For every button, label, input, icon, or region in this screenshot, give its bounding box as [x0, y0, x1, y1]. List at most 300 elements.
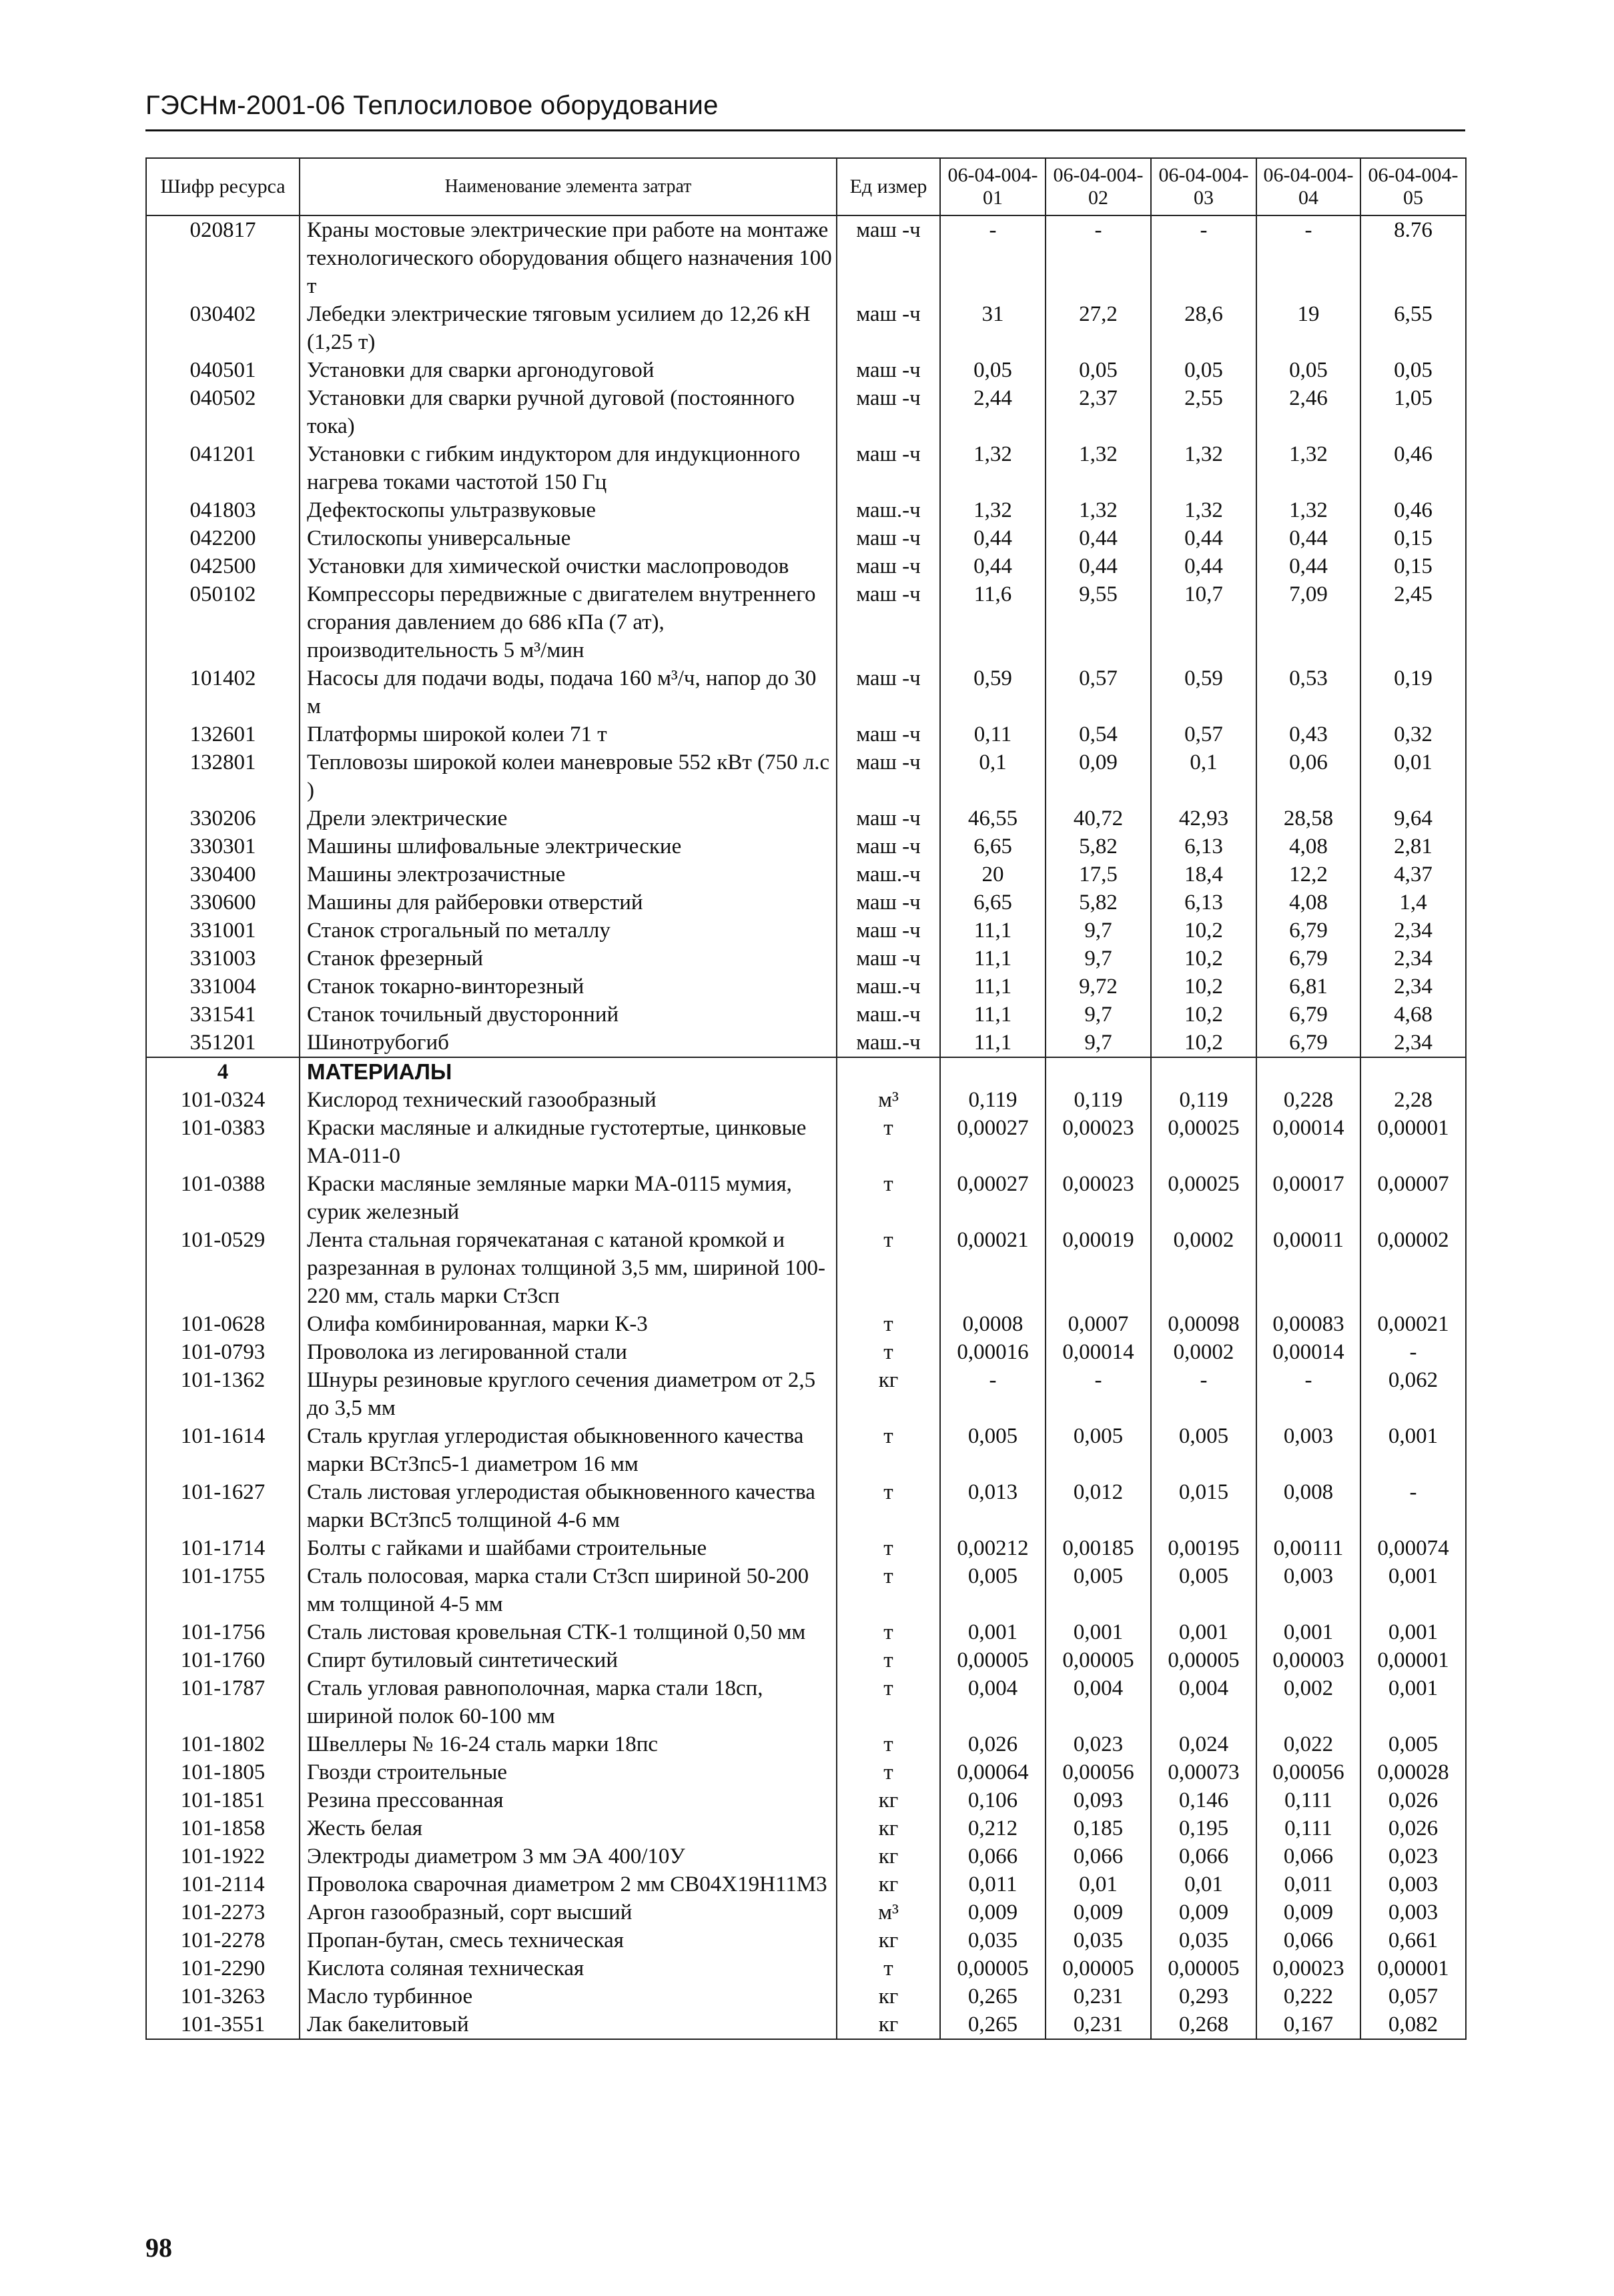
unit-cell: маш -ч: [837, 580, 940, 664]
norm-value-cell-5: 6,55: [1360, 300, 1466, 356]
norm-value-cell-1: 46,55: [940, 804, 1046, 832]
unit-cell: т: [837, 1954, 940, 1982]
norm-value-cell-3: 0,0002: [1151, 1338, 1256, 1366]
table-row: [146, 1842, 1466, 1870]
resource-name-cell: Электроды диаметром 3 мм ЭА 400/10У: [300, 1842, 837, 1870]
norm-value-cell-5: 0,026: [1360, 1814, 1466, 1842]
resource-name-cell: Шнуры резиновые круглого сечения диаметром от 2,5 до 3,5 мм: [300, 1366, 837, 1422]
table-row: [146, 1422, 1466, 1478]
resource-code-cell: 101-0793: [146, 1338, 300, 1366]
norm-value-cell-3: [1151, 1057, 1256, 1086]
norm-value-cell-3: 0,00195: [1151, 1534, 1256, 1562]
norm-value-cell-5: 2,45: [1360, 580, 1466, 664]
norm-value-cell-5: 0,00002: [1360, 1226, 1466, 1310]
resource-code-cell: 042200: [146, 524, 300, 552]
table-row: [146, 215, 1466, 300]
resource-name-cell: Машины для райберовки отверстий: [300, 889, 837, 917]
norm-value-cell-4: 6,79: [1256, 945, 1360, 973]
norm-value-cell-3: 6,13: [1151, 889, 1256, 917]
norm-value-cell-2: 1,32: [1046, 496, 1151, 524]
norm-value-cell-3: 0,00025: [1151, 1114, 1256, 1170]
norm-value-cell-2: 0,0007: [1046, 1310, 1151, 1338]
norm-value-cell-3: 1,32: [1151, 496, 1256, 524]
norm-value-cell-3: 0,005: [1151, 1422, 1256, 1478]
table-row: [146, 300, 1466, 356]
norm-value-cell-3: 10,2: [1151, 917, 1256, 945]
unit-cell: т: [837, 1534, 940, 1562]
resource-code-cell: 040501: [146, 356, 300, 384]
norm-value-cell-2: 9,72: [1046, 973, 1151, 1001]
norm-value-cell-4: 0,43: [1256, 720, 1360, 748]
table-row: [146, 1114, 1466, 1170]
norm-value-cell-1: 6,65: [940, 889, 1046, 917]
unit-cell: т: [837, 1310, 940, 1338]
norm-value-cell-3: 0,01: [1151, 1870, 1256, 1898]
norm-value-cell-5: [1360, 1057, 1466, 1086]
resource-code-cell: 101-0529: [146, 1226, 300, 1310]
norm-value-cell-1: 0,009: [940, 1898, 1046, 1926]
unit-cell: маш -ч: [837, 748, 940, 804]
resource-code-cell: 351201: [146, 1029, 300, 1057]
norm-value-cell-1: 2,44: [940, 384, 1046, 440]
norm-value-cell-4: 0,222: [1256, 1982, 1360, 2011]
norm-value-cell-3: 10,2: [1151, 1029, 1256, 1057]
norm-value-cell-2: 0,00185: [1046, 1534, 1151, 1562]
resource-code-cell: 101-0388: [146, 1170, 300, 1226]
norm-value-cell-4: 0,00023: [1256, 1954, 1360, 1982]
table-row: [146, 917, 1466, 945]
norm-value-cell-2: 9,55: [1046, 580, 1151, 664]
resource-name-cell: Проволока из легированной стали: [300, 1338, 837, 1366]
unit-cell: маш -ч: [837, 384, 940, 440]
unit-cell: т: [837, 1338, 940, 1366]
table-row: [146, 2011, 1466, 2039]
table-row: [146, 1562, 1466, 1618]
page-header-title: ГЭСНм-2001-06 Теплосиловое оборудование: [145, 91, 719, 120]
norm-value-cell-1: 0,005: [940, 1562, 1046, 1618]
norm-value-cell-5: 0,19: [1360, 664, 1466, 720]
norm-value-cell-1: 0,035: [940, 1926, 1046, 1954]
resource-name-cell: Насосы для подачи воды, подача 160 м³/ч, напор до 30 м: [300, 664, 837, 720]
norm-value-cell-4: 1,32: [1256, 496, 1360, 524]
norm-value-cell-3: 0,44: [1151, 524, 1256, 552]
table-row: [146, 1954, 1466, 1982]
table-row: [146, 945, 1466, 973]
norm-value-cell-4: 0,05: [1256, 356, 1360, 384]
table-row: [146, 748, 1466, 804]
norm-value-cell-4: 1,32: [1256, 440, 1360, 496]
norm-value-cell-4: 7,09: [1256, 580, 1360, 664]
resource-name-cell: Кислород технический газообразный: [300, 1086, 837, 1114]
norm-value-cell-3: 0,195: [1151, 1814, 1256, 1842]
norm-value-cell-4: -: [1256, 1366, 1360, 1422]
norm-value-cell-3: 0,268: [1151, 2011, 1256, 2039]
norm-value-cell-5: 0,01: [1360, 748, 1466, 804]
norm-value-cell-4: 0,00003: [1256, 1646, 1360, 1674]
resource-code-cell: 101-3551: [146, 2011, 300, 2039]
norm-value-cell-4: 0,00111: [1256, 1534, 1360, 1562]
norm-value-cell-4: 19: [1256, 300, 1360, 356]
norm-value-cell-1: 0,106: [940, 1786, 1046, 1814]
norm-value-cell-3: 0,00005: [1151, 1646, 1256, 1674]
norm-value-cell-2: 0,44: [1046, 524, 1151, 552]
table-row: [146, 1898, 1466, 1926]
column-header-norm-1: 06-04-004-01: [940, 158, 1046, 215]
resource-name-cell: Стилоскопы универсальные: [300, 524, 837, 552]
table-row: [146, 832, 1466, 860]
norm-value-cell-4: 0,00014: [1256, 1114, 1360, 1170]
norm-value-cell-3: 0,1: [1151, 748, 1256, 804]
norm-value-cell-1: 0,00212: [940, 1534, 1046, 1562]
resource-code-cell: 101-1627: [146, 1478, 300, 1534]
norm-value-cell-3: 0,035: [1151, 1926, 1256, 1954]
resource-code-cell: 331001: [146, 917, 300, 945]
norm-value-cell-2: 5,82: [1046, 832, 1151, 860]
resource-name-cell: Резина прессованная: [300, 1786, 837, 1814]
resource-name-cell: Станок строгальный по металлу: [300, 917, 837, 945]
resource-code-cell: 101-1858: [146, 1814, 300, 1842]
norm-value-cell-4: 0,53: [1256, 664, 1360, 720]
norm-value-cell-4: 6,81: [1256, 973, 1360, 1001]
norm-value-cell-4: 0,003: [1256, 1422, 1360, 1478]
norm-value-cell-1: 6,65: [940, 832, 1046, 860]
norm-value-cell-1: 11,1: [940, 1001, 1046, 1029]
norm-value-cell-1: 1,32: [940, 440, 1046, 496]
unit-cell: маш -ч: [837, 917, 940, 945]
table-row: [146, 496, 1466, 524]
unit-cell: маш -ч: [837, 832, 940, 860]
resource-code-cell: 331003: [146, 945, 300, 973]
resource-name-cell: Краны мостовые электрические при работе на монтаже технологического оборудования общего назначения 100 т: [300, 215, 837, 300]
norm-value-cell-5: 0,003: [1360, 1898, 1466, 1926]
column-header-norm-5: 06-04-004-05: [1360, 158, 1466, 215]
norm-value-cell-3: 10,2: [1151, 945, 1256, 973]
resource-code-cell: 101-1614: [146, 1422, 300, 1478]
unit-cell: [837, 1057, 940, 1086]
resource-name-cell: Болты с гайками и шайбами строительные: [300, 1534, 837, 1562]
norm-value-cell-4: 0,009: [1256, 1898, 1360, 1926]
norm-value-cell-5: 1,05: [1360, 384, 1466, 440]
norm-value-cell-5: 0,46: [1360, 496, 1466, 524]
norm-value-cell-5: 0,062: [1360, 1366, 1466, 1422]
norm-value-cell-4: 0,167: [1256, 2011, 1360, 2039]
resource-code-cell: 101-1922: [146, 1842, 300, 1870]
table-row: [146, 1730, 1466, 1758]
norm-value-cell-2: 0,09: [1046, 748, 1151, 804]
norm-value-cell-2: 17,5: [1046, 860, 1151, 889]
resource-name-cell: Сталь угловая равнополочная, марка стали 18сп, шириной полок 60-100 мм: [300, 1674, 837, 1730]
table-header: [146, 158, 1466, 215]
resource-code-cell: 101-2114: [146, 1870, 300, 1898]
unit-cell: кг: [837, 1926, 940, 1954]
norm-value-cell-5: 0,026: [1360, 1786, 1466, 1814]
unit-cell: т: [837, 1674, 940, 1730]
norm-value-cell-4: 0,228: [1256, 1086, 1360, 1114]
norm-value-cell-4: 6,79: [1256, 1001, 1360, 1029]
resource-code-cell: 132801: [146, 748, 300, 804]
norm-value-cell-1: 0,00021: [940, 1226, 1046, 1310]
table-row: [146, 973, 1466, 1001]
norm-value-cell-5: 0,05: [1360, 356, 1466, 384]
resource-name-cell: Установки для сварки ручной дуговой (постоянного тока): [300, 384, 837, 440]
unit-cell: маш -ч: [837, 664, 940, 720]
norm-value-cell-5: 1,4: [1360, 889, 1466, 917]
norm-value-cell-1: 0,119: [940, 1086, 1046, 1114]
resource-code-cell: 101-1714: [146, 1534, 300, 1562]
resource-name-cell: Лак бакелитовый: [300, 2011, 837, 2039]
norm-value-cell-3: 0,44: [1151, 552, 1256, 580]
norm-value-cell-2: 0,01: [1046, 1870, 1151, 1898]
resource-code-cell: 040502: [146, 384, 300, 440]
norm-value-cell-3: 0,066: [1151, 1842, 1256, 1870]
unit-cell: маш.-ч: [837, 973, 940, 1001]
table-row: [146, 1478, 1466, 1534]
column-header-norm-2: 06-04-004-02: [1046, 158, 1151, 215]
norm-value-cell-5: 0,00001: [1360, 1954, 1466, 1982]
norm-value-cell-1: 0,066: [940, 1842, 1046, 1870]
unit-cell: т: [837, 1646, 940, 1674]
norm-value-cell-5: 2,34: [1360, 1029, 1466, 1057]
norm-value-cell-1: 0,212: [940, 1814, 1046, 1842]
unit-cell: т: [837, 1478, 940, 1534]
page-number: 98: [145, 2233, 172, 2263]
norm-value-cell-4: 4,08: [1256, 832, 1360, 860]
resource-code-cell: 042500: [146, 552, 300, 580]
norm-value-cell-1: 11,6: [940, 580, 1046, 664]
resource-name-cell: Проволока сварочная диаметром 2 мм СВ04Х19Н11М3: [300, 1870, 837, 1898]
norm-value-cell-1: 0,005: [940, 1422, 1046, 1478]
norm-value-cell-5: 0,00001: [1360, 1646, 1466, 1674]
resource-name-cell: Жесть белая: [300, 1814, 837, 1842]
table-row: [146, 1170, 1466, 1226]
norm-value-cell-3: -: [1151, 215, 1256, 300]
resource-code-cell: 101-1755: [146, 1562, 300, 1618]
unit-cell: кг: [837, 1870, 940, 1898]
norm-value-cell-1: 0,44: [940, 552, 1046, 580]
table-row: [146, 1674, 1466, 1730]
norm-value-cell-2: 0,005: [1046, 1562, 1151, 1618]
norm-value-cell-4: 6,79: [1256, 1029, 1360, 1057]
norm-value-cell-2: 0,00056: [1046, 1758, 1151, 1786]
norm-value-cell-3: 0,57: [1151, 720, 1256, 748]
norm-value-cell-4: 0,00014: [1256, 1338, 1360, 1366]
table-row: [146, 889, 1466, 917]
norm-value-cell-1: 0,0008: [940, 1310, 1046, 1338]
column-header-norm-3: 06-04-004-03: [1151, 158, 1256, 215]
resource-code-cell: 101-0383: [146, 1114, 300, 1170]
norm-value-cell-5: 0,32: [1360, 720, 1466, 748]
norm-value-cell-3: 0,009: [1151, 1898, 1256, 1926]
table-row: [146, 1758, 1466, 1786]
norm-value-cell-3: 0,005: [1151, 1562, 1256, 1618]
norm-value-cell-4: 0,00011: [1256, 1226, 1360, 1310]
table-row: [146, 524, 1466, 552]
resource-code-cell: 030402: [146, 300, 300, 356]
unit-cell: кг: [837, 2011, 940, 2039]
resource-name-cell: Масло турбинное: [300, 1982, 837, 2011]
unit-cell: т: [837, 1730, 940, 1758]
norm-value-cell-1: -: [940, 215, 1046, 300]
resource-name-cell: Лента стальная горячекатаная с катаной кромкой и разрезанная в рулонах толщиной 3,5 мм, шириной 100-220 мм, сталь марки Ст3сп: [300, 1226, 837, 1310]
norm-value-cell-5: 0,023: [1360, 1842, 1466, 1870]
unit-cell: кг: [837, 1366, 940, 1422]
unit-cell: маш -ч: [837, 356, 940, 384]
resource-code-cell: 101-1787: [146, 1674, 300, 1730]
norm-value-cell-2: -: [1046, 215, 1151, 300]
norm-value-cell-2: 0,093: [1046, 1786, 1151, 1814]
norm-value-cell-4: 0,00056: [1256, 1758, 1360, 1786]
norm-value-cell-5: 2,34: [1360, 973, 1466, 1001]
norm-value-cell-5: 0,001: [1360, 1562, 1466, 1618]
table-row: [146, 1982, 1466, 2011]
header-rule: [145, 129, 1465, 131]
table-row: [146, 1534, 1466, 1562]
norm-value-cell-2: 0,001: [1046, 1618, 1151, 1646]
norm-value-cell-5: 8.76: [1360, 215, 1466, 300]
norm-value-cell-3: 0,024: [1151, 1730, 1256, 1758]
table-row: [146, 552, 1466, 580]
unit-cell: маш -ч: [837, 440, 940, 496]
norm-value-cell-2: 0,00005: [1046, 1954, 1151, 1982]
resource-code-cell: 132601: [146, 720, 300, 748]
norm-value-cell-1: [940, 1057, 1046, 1086]
norm-value-cell-1: 0,00016: [940, 1338, 1046, 1366]
table-row: [146, 1646, 1466, 1674]
resource-name-cell: Пропан-бутан, смесь техническая: [300, 1926, 837, 1954]
norm-value-cell-2: 0,00019: [1046, 1226, 1151, 1310]
norm-value-cell-5: 2,28: [1360, 1086, 1466, 1114]
norm-value-cell-4: 2,46: [1256, 384, 1360, 440]
norm-value-cell-3: 1,32: [1151, 440, 1256, 496]
norm-value-cell-2: 0,00023: [1046, 1114, 1151, 1170]
norm-value-cell-2: 0,023: [1046, 1730, 1151, 1758]
resource-name-cell: Сталь листовая кровельная СТК-1 толщиной 0,50 мм: [300, 1618, 837, 1646]
norm-value-cell-1: 11,1: [940, 1029, 1046, 1057]
norm-value-cell-1: 31: [940, 300, 1046, 356]
norm-value-cell-2: 0,119: [1046, 1086, 1151, 1114]
resource-name-cell: Машины шлифовальные электрические: [300, 832, 837, 860]
table-row: [146, 1870, 1466, 1898]
norm-value-cell-5: 0,661: [1360, 1926, 1466, 1954]
norm-value-cell-1: 11,1: [940, 973, 1046, 1001]
column-header-unit: Ед измер: [837, 158, 940, 215]
norm-value-cell-3: 0,00025: [1151, 1170, 1256, 1226]
norm-value-cell-2: -: [1046, 1366, 1151, 1422]
unit-cell: кг: [837, 1842, 940, 1870]
norm-value-cell-2: 9,7: [1046, 917, 1151, 945]
table-row: [146, 1366, 1466, 1422]
norm-value-cell-5: 0,003: [1360, 1870, 1466, 1898]
resource-name-cell: Сталь листовая углеродистая обыкновенного качества марки ВСт3пс5 толщиной 4-6 мм: [300, 1478, 837, 1534]
norm-value-cell-1: 0,1: [940, 748, 1046, 804]
norm-value-cell-2: 1,32: [1046, 440, 1151, 496]
norm-value-cell-5: 0,00001: [1360, 1114, 1466, 1170]
norm-value-cell-4: 6,79: [1256, 917, 1360, 945]
unit-cell: маш -ч: [837, 524, 940, 552]
unit-cell: кг: [837, 1982, 940, 2011]
norm-value-cell-1: 0,011: [940, 1870, 1046, 1898]
norm-value-cell-1: 11,1: [940, 945, 1046, 973]
norm-value-cell-4: 0,00083: [1256, 1310, 1360, 1338]
norm-value-cell-3: 0,59: [1151, 664, 1256, 720]
resource-name-cell: Компрессоры передвижные с двигателем внутреннего сгорания давлением до 686 кПа (7 ат), производительность 5 м³/мин: [300, 580, 837, 664]
norm-value-cell-3: 10,2: [1151, 1001, 1256, 1029]
norm-value-cell-1: 0,265: [940, 2011, 1046, 2039]
norm-value-cell-3: 0,05: [1151, 356, 1256, 384]
unit-cell: кг: [837, 1814, 940, 1842]
unit-cell: маш.-ч: [837, 1029, 940, 1057]
norm-value-cell-4: 0,066: [1256, 1926, 1360, 1954]
norm-value-cell-1: 0,00064: [940, 1758, 1046, 1786]
norm-value-cell-5: 0,15: [1360, 524, 1466, 552]
unit-cell: маш -ч: [837, 552, 940, 580]
table-row: [146, 440, 1466, 496]
norm-value-cell-5: 4,68: [1360, 1001, 1466, 1029]
norm-value-cell-2: 0,009: [1046, 1898, 1151, 1926]
norm-value-cell-3: 10,2: [1151, 973, 1256, 1001]
table-row: [146, 1338, 1466, 1366]
norm-value-cell-5: 0,005: [1360, 1730, 1466, 1758]
norm-value-cell-3: 0,0002: [1151, 1226, 1256, 1310]
resource-name-cell: Шинотрубогиб: [300, 1029, 837, 1057]
norm-value-cell-5: 0,00028: [1360, 1758, 1466, 1786]
resource-name-cell: Установки с гибким индуктором для индукционного нагрева токами частотой 150 Гц: [300, 440, 837, 496]
norm-value-cell-1: 0,00005: [940, 1646, 1046, 1674]
norm-value-cell-4: 0,44: [1256, 524, 1360, 552]
resource-name-cell: Спирт бутиловый синтетический: [300, 1646, 837, 1674]
table-row: [146, 860, 1466, 889]
norm-value-cell-2: 5,82: [1046, 889, 1151, 917]
norm-value-cell-5: 0,001: [1360, 1618, 1466, 1646]
norm-value-cell-1: 0,00027: [940, 1170, 1046, 1226]
resource-name-cell: Олифа комбинированная, марки К-3: [300, 1310, 837, 1338]
norm-value-cell-3: -: [1151, 1366, 1256, 1422]
unit-cell: т: [837, 1114, 940, 1170]
unit-cell: т: [837, 1226, 940, 1310]
norm-value-cell-3: 2,55: [1151, 384, 1256, 440]
resource-code-cell: 020817: [146, 215, 300, 300]
norm-value-cell-3: 0,293: [1151, 1982, 1256, 2011]
resource-name-cell: Сталь полосовая, марка стали Ст3сп шириной 50-200 мм толщиной 4-5 мм: [300, 1562, 837, 1618]
table-row: [146, 720, 1466, 748]
table-row: [146, 356, 1466, 384]
norm-value-cell-1: 0,013: [940, 1478, 1046, 1534]
resource-name-cell: Тепловозы широкой колеи маневровые 552 кВт (750 л.с ): [300, 748, 837, 804]
resource-name-cell: Швеллеры № 16-24 сталь марки 18пс: [300, 1730, 837, 1758]
resource-code-cell: 041201: [146, 440, 300, 496]
norm-value-cell-3: 0,119: [1151, 1086, 1256, 1114]
norm-value-cell-2: 40,72: [1046, 804, 1151, 832]
unit-cell: т: [837, 1422, 940, 1478]
norm-value-cell-1: 0,11: [940, 720, 1046, 748]
unit-cell: маш -ч: [837, 804, 940, 832]
norm-value-cell-1: 0,004: [940, 1674, 1046, 1730]
norm-value-cell-4: -: [1256, 215, 1360, 300]
unit-cell: т: [837, 1170, 940, 1226]
norm-value-cell-3: 18,4: [1151, 860, 1256, 889]
norm-value-cell-1: 0,05: [940, 356, 1046, 384]
resource-code-cell: 331004: [146, 973, 300, 1001]
norm-value-cell-5: 0,00007: [1360, 1170, 1466, 1226]
norm-value-cell-1: 0,265: [940, 1982, 1046, 2011]
table-row: [146, 1926, 1466, 1954]
resource-name-cell: Станок токарно-винторезный: [300, 973, 837, 1001]
resource-code-cell: 330206: [146, 804, 300, 832]
resource-name-cell: Лебедки электрические тяговым усилием до 12,26 кН (1,25 т): [300, 300, 837, 356]
unit-cell: т: [837, 1562, 940, 1618]
resource-code-cell: 101-1805: [146, 1758, 300, 1786]
resource-name-cell: Краски масляные и алкидные густотертые, цинковые МА-011-0: [300, 1114, 837, 1170]
